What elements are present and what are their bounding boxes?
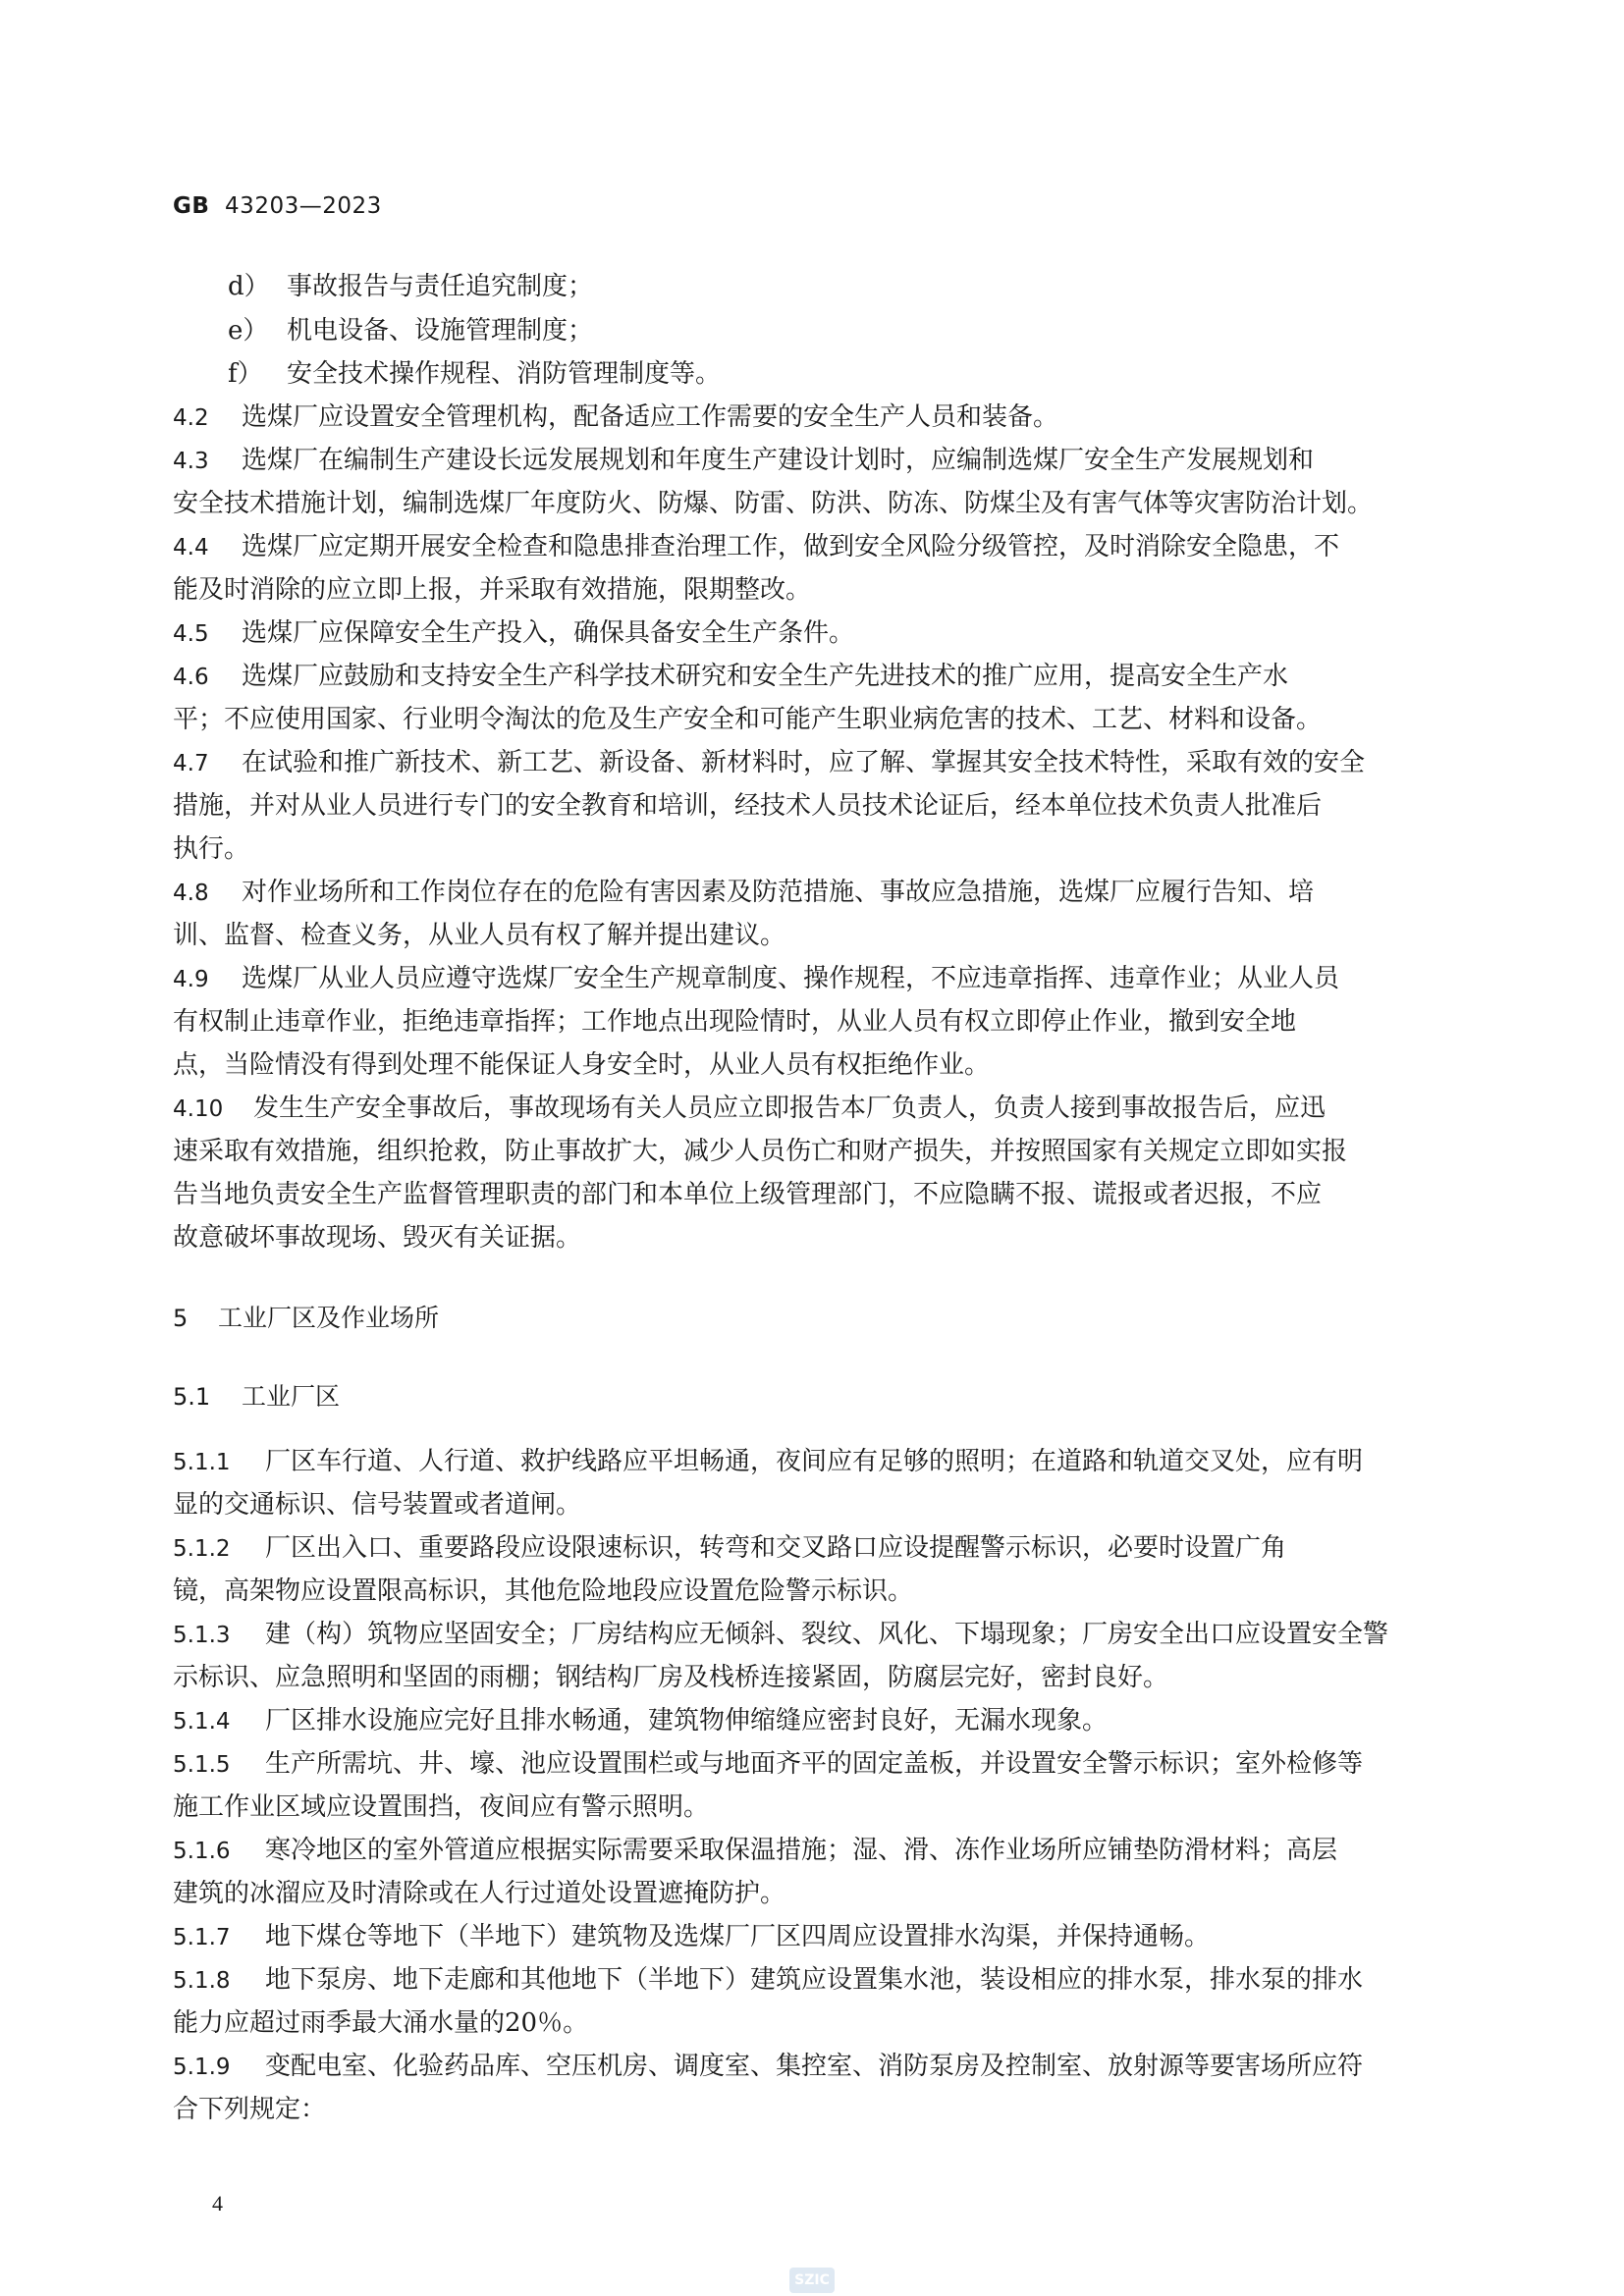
clause-4-4 (173, 532, 1449, 562)
clause-number: 4.6 (173, 665, 209, 690)
clause-5-1-6 (173, 1836, 1449, 1866)
list-text: 事故报告与责任追究制度； (287, 272, 594, 301)
clause-text-line: 速采取有效措施，组织抢救，防止事故扩大，减少人员伤亡和财产损失，并按照国家有关规定立即如实报 (173, 1137, 1348, 1166)
section-title: 工业厂区及作业场所 (218, 1304, 440, 1332)
clause-number: 4.2 (173, 405, 209, 431)
clause-number: 4.5 (173, 621, 209, 647)
clause-text: 发生生产安全事故后，事故现场有关人员应立即报告本厂负责人，负责人接到事故报告后，应迅 (253, 1094, 1326, 1123)
clause-number: 5.1.3 (173, 1623, 231, 1648)
clause-text: 在试验和推广新技术、新工艺、新设备、新材料时，应了解、掌握其安全技术特性，采取有效的安全 (242, 748, 1366, 777)
clause-4-7 (173, 748, 1449, 778)
clause-text: 变配电室、化验药品库、空压机房、调度室、集控室、消防泵房及控制室、放射源等要害场所应符 (265, 2052, 1364, 2081)
clause-number: 4.3 (173, 449, 209, 474)
clause-text-line: 显的交通标识、信号装置或者道闸。 (173, 1490, 582, 1520)
clause-5-1-1 (173, 1447, 1449, 1477)
list-item (228, 316, 593, 346)
clause-number: 4.10 (173, 1096, 224, 1122)
clause-5-1-9 (173, 2052, 1449, 2082)
clause-text-line: 建筑的冰溜应及时清除或在人行过道处设置遮掩防护。 (173, 1879, 786, 1908)
clause-4-2 (173, 402, 1449, 433)
clause-text: 厂区排水设施应完好且排水畅通，建筑物伸缩缝应密封良好，无漏水现象。 (265, 1706, 1109, 1735)
standard-prefix: GB (173, 193, 210, 219)
list-marker: d） (228, 272, 270, 301)
clause-text: 选煤厂从业人员应遵守选煤厂安全生产规章制度、操作规程，不应违章指挥、违章作业；从业人员 (242, 964, 1340, 993)
clause-number: 4.8 (173, 881, 209, 906)
clause-text: 选煤厂应设置安全管理机构，配备适应工作需要的安全生产人员和装备。 (242, 402, 1059, 432)
clause-text-line: 点，当险情没有得到处理不能保证人身安全时，从业人员有权拒绝作业。 (173, 1050, 991, 1080)
clause-4-8 (173, 878, 1449, 908)
clause-text: 选煤厂应保障安全生产投入，确保具备安全生产条件。 (242, 618, 855, 648)
clause-5-1-3 (173, 1620, 1449, 1650)
clause-number: 5.1.4 (173, 1709, 231, 1735)
clause-text: 选煤厂在编制生产建设长远发展规划和年度生产建设计划时，应编制选煤厂安全生产发展规划和 (242, 446, 1315, 475)
clause-number: 4.9 (173, 967, 209, 992)
clause-4-10 (173, 1094, 1449, 1124)
clause-text-line: 训、监督、检查义务，从业人员有权了解并提出建议。 (173, 921, 786, 950)
clause-text-line: 告当地负责安全生产监督管理职责的部门和本单位上级管理部门，不应隐瞒不报、谎报或者迟报，不应 (173, 1180, 1323, 1209)
clause-text: 地下泵房、地下走廊和其他地下（半地下）建筑应设置集水池，装设相应的排水泵，排水泵的排水 (265, 1965, 1364, 1995)
clause-text: 寒冷地区的室外管道应根据实际需要采取保温措施；湿、滑、冻作业场所应铺垫防滑材料；高层 (265, 1836, 1338, 1865)
clause-5-1-2 (173, 1533, 1449, 1564)
subsection-number: 5.1 (173, 1383, 211, 1411)
clause-4-5 (173, 618, 1449, 649)
clause-text-line: 能及时消除的应立即上报，并采取有效措施，限期整改。 (173, 575, 812, 605)
clause-text: 生产所需坑、井、壕、池应设置围栏或与地面齐平的固定盖板，并设置安全警示标识；室外检修等 (265, 1749, 1364, 1779)
clause-text: 对作业场所和工作岗位存在的危险有害因素及防范措施、事故应急措施，选煤厂应履行告知、培 (242, 878, 1315, 907)
watermark-logo: SZIC (789, 2268, 835, 2293)
section-number: 5 (173, 1305, 189, 1332)
section-heading (173, 1304, 1449, 1333)
clause-text-line: 镜，高架物应设置限高标识，其他危险地段应设置危险警示标识。 (173, 1576, 914, 1606)
standard-number: 43203—2023 (225, 193, 382, 219)
clause-number: 5.1.6 (173, 1839, 231, 1864)
clause-text-line: 执行。 (173, 834, 250, 864)
clause-text-line: 安全技术措施计划，编制选煤厂年度防火、防爆、防雷、防洪、防冻、防煤尘及有害气体等灾害防治计划。 (173, 489, 1374, 518)
clause-text-line: 合下列规定： (173, 2095, 327, 2124)
standard-code-header (173, 193, 382, 219)
page-number: 4 (212, 2191, 223, 2216)
subsection-title: 工业厂区 (242, 1382, 341, 1411)
list-text: 安全技术操作规程、消防管理制度等。 (287, 359, 722, 389)
subsection-heading (173, 1382, 1449, 1412)
clause-4-3 (173, 446, 1449, 476)
clause-number: 5.1.5 (173, 1752, 231, 1778)
list-item (228, 359, 721, 389)
clause-text-line: 措施，并对从业人员进行专门的安全教育和培训，经技术人员技术论证后，经本单位技术负责人批准后 (173, 791, 1323, 821)
clause-5-1-5 (173, 1749, 1449, 1780)
clause-text-line: 能力应超过雨季最大涌水量的20％。 (173, 2008, 589, 2038)
clause-4-9 (173, 964, 1449, 994)
clause-text: 地下煤仓等地下（半地下）建筑物及选煤厂厂区四周应设置排水沟渠，并保持通畅。 (265, 1922, 1211, 1951)
clause-5-1-4 (173, 1706, 1449, 1736)
clause-4-6 (173, 662, 1449, 692)
clause-5-1-8 (173, 1965, 1449, 1996)
clause-text-line: 示标识、应急照明和坚固的雨棚；钢结构厂房及栈桥连接紧固，防腐层完好，密封良好。 (173, 1663, 1169, 1692)
clause-text: 厂区出入口、重要路段应设限速标识，转弯和交叉路口应设提醒警示标识，必要时设置广角 (265, 1533, 1287, 1563)
clause-text: 建（构）筑物应坚固安全；厂房结构应无倾斜、裂纹、风化、下塌现象；厂房安全出口应设置安全警 (265, 1620, 1389, 1649)
clause-number: 5.1.2 (173, 1536, 231, 1562)
list-marker: e） (228, 316, 269, 346)
clause-number: 5.1.7 (173, 1925, 231, 1950)
clause-text-line: 故意破坏事故现场、毁灭有关证据。 (173, 1223, 582, 1253)
clause-number: 4.4 (173, 535, 209, 561)
clause-text: 选煤厂应定期开展安全检查和隐患排查治理工作，做到安全风险分级管控，及时消除安全隐患，不 (242, 532, 1340, 561)
clause-number: 5.1.1 (173, 1450, 231, 1475)
list-text: 机电设备、设施管理制度； (287, 316, 594, 346)
clause-text: 厂区车行道、人行道、救护线路应平坦畅通，夜间应有足够的照明；在道路和轨道交叉处，应有明 (265, 1447, 1364, 1476)
clause-5-1-7 (173, 1922, 1449, 1952)
clause-text-line: 平；不应使用国家、行业明令淘汰的危及生产安全和可能产生职业病危害的技术、工艺、材料和设备。 (173, 705, 1323, 734)
clause-text-line: 施工作业区域应设置围挡，夜间应有警示照明。 (173, 1792, 710, 1822)
clause-text: 选煤厂应鼓励和支持安全生产科学技术研究和安全生产先进技术的推广应用，提高安全生产水 (242, 662, 1289, 691)
clause-number: 4.7 (173, 751, 209, 776)
clause-number: 5.1.9 (173, 2055, 231, 2080)
clause-number: 5.1.8 (173, 1968, 231, 1994)
list-marker: f） (228, 359, 263, 389)
list-item (228, 272, 593, 301)
clause-text-line: 有权制止违章作业，拒绝违章指挥；工作地点出现险情时，从业人员有权立即停止作业，撤到安全地 (173, 1007, 1297, 1037)
